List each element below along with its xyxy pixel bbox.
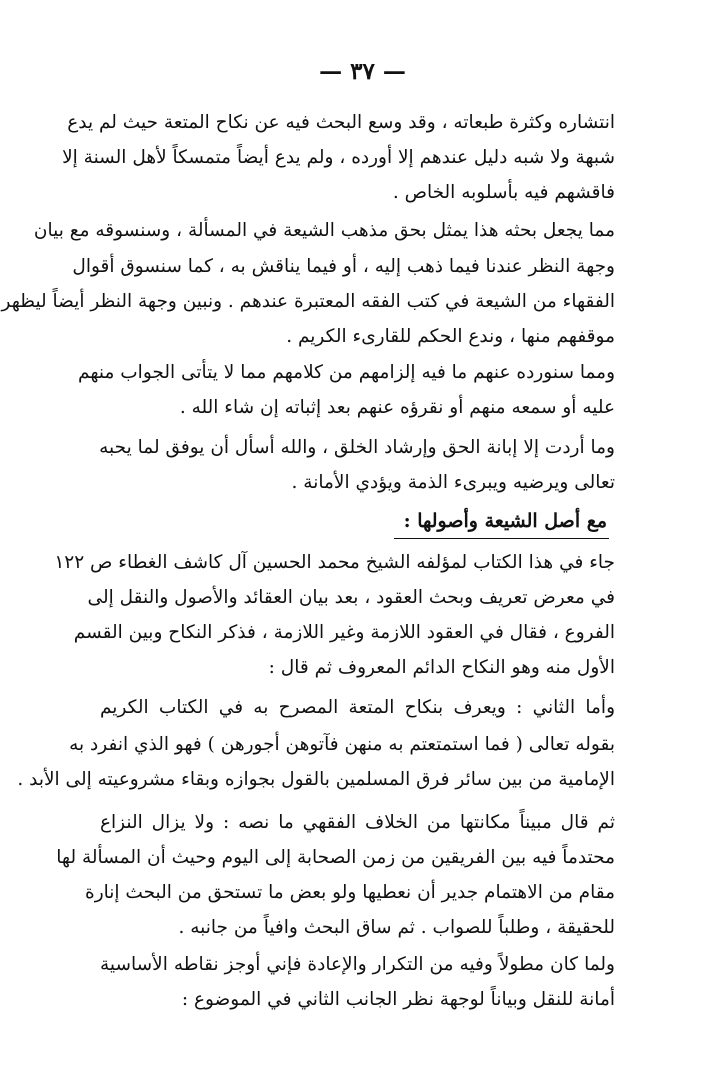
text-line: شبهة ولا شبه دليل عندهم إلا أورده ، ولم يدع أيضاً متمسكاً لأهل السنة إلا <box>62 147 615 168</box>
text-line: موقفهم منها ، وندع الحكم للقارىء الكريم . <box>286 326 615 347</box>
text-line: وما أردت إلا إبانة الحق وإرشاد الخلق ، والله أسأل أن يوفق لما يحبه <box>99 437 615 458</box>
heading-underline <box>394 538 609 539</box>
text-line: وأما الثاني : ويعرف بنكاح المتعة المصرح به في الكتاب الكريم <box>100 697 615 718</box>
text-line: وجهة النظر عندنا فيما ذهب إليه ، أو فيما يناقش به ، كما سنسوق أقوال <box>72 256 615 277</box>
text-line: ومما سنورده عنهم ما فيه إلزامهم من كلامهم مما لا يتأتى الجواب منهم <box>78 362 615 383</box>
text-line: الفقهاء من الشيعة في كتب الفقه المعتبرة عندهم . ونبين وجهة النظر أيضاً ليظهر <box>1 291 615 312</box>
text-line: محتدماً فيه بين الفريقين من زمن الصحابة إلى اليوم وحيث أن المسألة لها <box>56 847 615 868</box>
text-line: ولما كان مطولاً وفيه من التكرار والإعادة فإني أوجز نقاطه الأساسية <box>100 954 615 975</box>
text-line: أمانة للنقل وبياناً لوجهة نظر الجانب الثاني في الموضوع : <box>181 989 615 1010</box>
text-line: ثم قال مبيناً مكانتها من الخلاف الفقهي ما نصه : ولا يزال النزاع <box>100 812 615 833</box>
text-line: فاقشهم فيه بأسلوبه الخاص . <box>392 182 615 203</box>
section-heading: مع أصل الشيعة وأصولها : <box>403 510 607 532</box>
text-line: جاء في هذا الكتاب لمؤلفه الشيخ محمد الحسين آل كاشف الغطاء ص ١٢٢ <box>54 552 615 573</box>
text-line: في معرض تعريف وبحث العقود ، بعد بيان العقائد والأصول والنقل إلى <box>87 587 615 608</box>
text-line: عليه أو سمعه منهم أو نقرؤه عنهم بعد إثباته إن شاء الله . <box>179 397 615 418</box>
text-line: الفروع ، فقال في العقود اللازمة وغير اللازمة ، فذكر النكاح وبين القسم <box>73 622 615 643</box>
text-line: للحقيقة ، وطلباً للصواب . ثم ساق البحث وافياً من جانبه . <box>178 917 615 938</box>
text-line: مقام من الاهتمام جدير أن نعطيها ولو بعض ما تستحق من البحث إنارة <box>85 882 615 903</box>
text-line: انتشاره وكثرة طبعاته ، وقد وسع البحث فيه عن نكاح المتعة حيث لم يدع <box>67 112 615 133</box>
text-line: مما يجعل بحثه هذا يمثل بحق مذهب الشيعة في المسألة ، وسنسوقه مع بيان <box>33 220 615 241</box>
text-line: بقوله تعالى ( فما استمتعتم به منهن فآتوهن أجورهن ) فهو الذي انفرد به <box>69 734 615 755</box>
text-line: الإمامية من بين سائر فرق المسلمين بالقول بجوازه وبقاء مشروعيته إلى الأبد . <box>17 769 615 790</box>
text-line: الأول منه وهو النكاح الدائم المعروف ثم قال : <box>268 657 615 678</box>
page-number: — ٣٧ — <box>319 58 406 85</box>
text-line: تعالى ويرضيه ويبرىء الذمة ويؤدي الأمانة . <box>291 472 615 493</box>
